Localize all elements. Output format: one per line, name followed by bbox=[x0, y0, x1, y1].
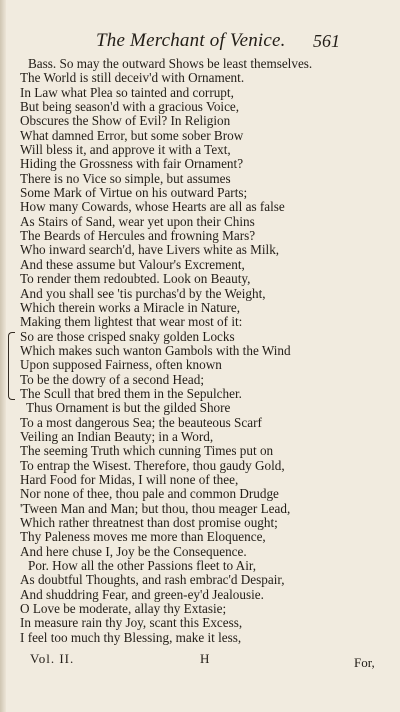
verse-line: The Beards of Hercules and frowning Mars? bbox=[20, 228, 256, 244]
verse-line: I feel too much thy Blessing, make it less, bbox=[20, 629, 242, 645]
verse-line: 'Tween Man and Man; but thou, thou meager Lead, bbox=[20, 500, 291, 516]
verse-text bbox=[20, 57, 392, 645]
verse-line: Hard Food for Midas, I will none of thee, bbox=[20, 471, 239, 487]
verse-line: As doubtful Thoughts, and rash embrac'd Despair, bbox=[20, 572, 285, 588]
verse-line: The World is still deceiv'd with Ornament. bbox=[20, 70, 245, 86]
verse-line: Making them lightest that wear most of it: bbox=[20, 314, 243, 330]
running-title: The Merchant of Venice. bbox=[96, 30, 286, 51]
page-footer bbox=[0, 651, 400, 669]
verse-line: Upon supposed Fairness, often known bbox=[20, 357, 222, 373]
verse-line: There is no Vice so simple, but assumes bbox=[20, 170, 231, 186]
verse-line: Some Mark of Virtue on his outward Parts; bbox=[20, 185, 248, 201]
verse-line: Which therein works a Miracle in Nature, bbox=[20, 299, 241, 315]
volume-mark: Vol. II. bbox=[30, 651, 75, 666]
page-header bbox=[0, 30, 400, 52]
verse-line: Which rather threatnest than dost promise ought; bbox=[20, 515, 278, 530]
verse-line: And these assume but Valour's Excrement, bbox=[20, 256, 245, 272]
verse-line: O Love be moderate, allay thy Extasie; bbox=[20, 601, 227, 617]
verse-line: To be the dowry of a second Head; bbox=[20, 371, 205, 387]
verse-line: To render them redoubted. Look on Beauty, bbox=[20, 271, 251, 287]
verse-line: Who inward search'd, have Livers white as Milk, bbox=[20, 242, 280, 258]
verse-line: In measure rain thy Joy, scant this Excess, bbox=[20, 615, 243, 631]
verse-line: In Law what Plea so tainted and corrupt, bbox=[20, 84, 234, 100]
verse-line: Por. How all the other Passions fleet to Air, bbox=[28, 558, 257, 574]
verse-line: Will bless it, and approve it with a Text, bbox=[20, 142, 231, 158]
margin-bracket bbox=[8, 332, 15, 400]
verse-line: And you shall see 'tis purchas'd by the Weight, bbox=[20, 285, 266, 301]
verse-line: And shuddring Fear, and green-ey'd Jealousie. bbox=[20, 586, 264, 602]
verse-line: Bass. So may the outward Shows be least themselves. bbox=[28, 56, 313, 71]
verse-line: Veiling an Indian Beauty; in a Word, bbox=[20, 428, 214, 444]
verse-line: Obscures the Show of Evil? In Religion bbox=[20, 113, 231, 129]
verse-line: Nor none of thee, thou pale and common Drudge bbox=[20, 486, 279, 502]
verse-line: How many Cowards, whose Hearts are all as false bbox=[20, 199, 285, 215]
verse-line: Thy Paleness moves me more than Eloquence, bbox=[20, 529, 266, 545]
verse-line: And here chuse I, Joy be the Consequence. bbox=[20, 543, 247, 559]
verse-line: The seeming Truth which cunning Times put on bbox=[20, 443, 274, 459]
catchword: For, bbox=[354, 655, 375, 670]
page-gutter bbox=[0, 0, 6, 712]
signature-mark: H bbox=[200, 651, 210, 666]
verse-line: To a most dangerous Sea; the beauteous Scarf bbox=[20, 414, 262, 430]
verse-line: But being season'd with a gracious Voice, bbox=[20, 99, 240, 115]
verse-line: So are those crisped snaky golden Locks bbox=[20, 328, 235, 344]
verse-line: Thus Ornament is but the gilded Shore bbox=[26, 400, 231, 416]
page-number: 561 bbox=[313, 31, 340, 51]
verse-line: What damned Error, but some sober Brow bbox=[20, 127, 244, 143]
verse-line: To entrap the Wisest. Therefore, thou gaudy Gold, bbox=[20, 457, 285, 473]
verse-line: As Stairs of Sand, wear yet upon their Chins bbox=[20, 213, 255, 229]
verse-line: The Scull that bred them in the Sepulcher. bbox=[20, 385, 242, 401]
verse-line: Hiding the Grossness with fair Ornament? bbox=[20, 156, 244, 172]
verse-line: Which makes such wanton Gambols with the Wind bbox=[20, 342, 291, 358]
